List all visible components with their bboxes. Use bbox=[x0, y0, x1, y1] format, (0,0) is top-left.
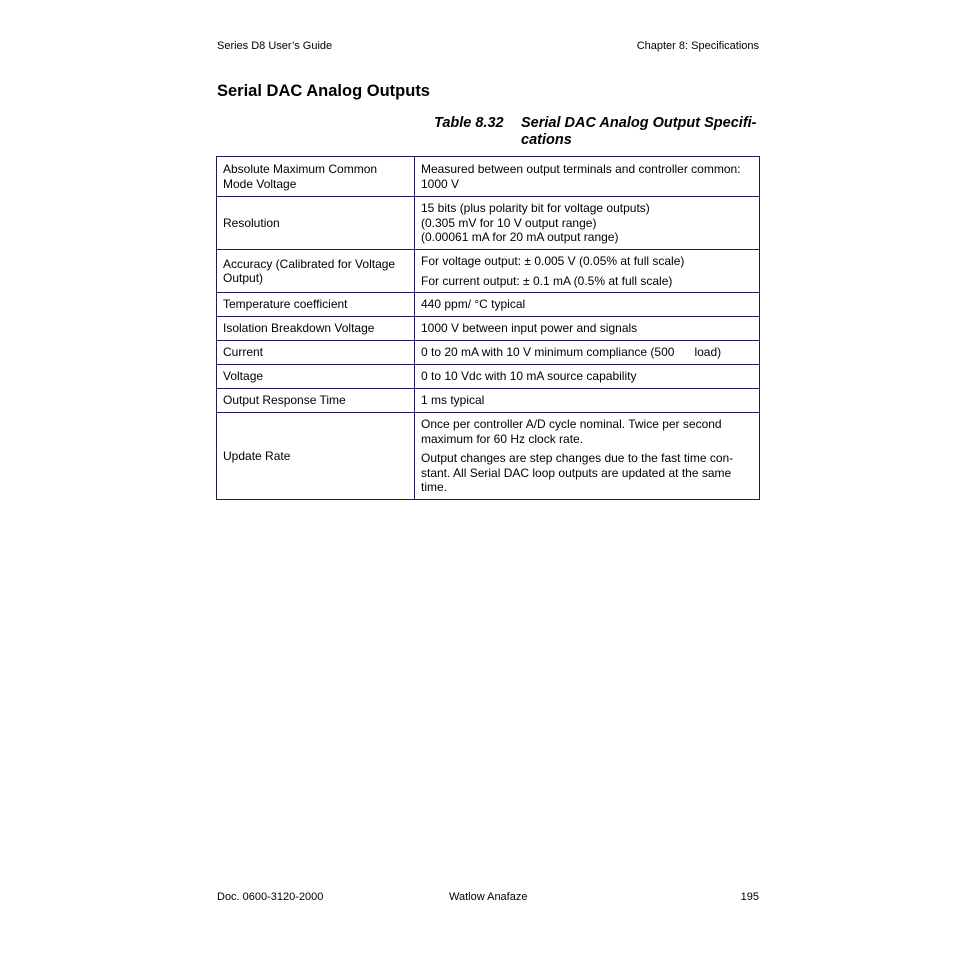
section-title: Serial DAC Analog Outputs bbox=[217, 82, 430, 100]
table-caption-number: Table 8.32 bbox=[434, 115, 504, 131]
footer-company: Watlow Anafaze bbox=[449, 891, 528, 903]
table-caption bbox=[434, 115, 764, 149]
table-row bbox=[217, 197, 760, 250]
spec-label: Temperature coefficient bbox=[217, 293, 415, 317]
spec-value bbox=[415, 250, 760, 293]
spec-value-line: Output changes are step changes due to the fast time con-stant. All Serial DAC loop outputs are updated at the same time. bbox=[421, 451, 734, 494]
table-caption-title: Serial DAC Analog Output Specifi- cations bbox=[521, 115, 757, 148]
spec-value-line: For voltage output: ± 0.005 V (0.05% at full scale) bbox=[421, 254, 685, 268]
spec-label: Update Rate bbox=[217, 413, 415, 500]
table-row bbox=[217, 365, 760, 389]
table-row bbox=[217, 293, 760, 317]
table-row bbox=[217, 341, 760, 365]
spec-value-line: 440 ppm/ °C typical bbox=[421, 297, 526, 312]
table-row bbox=[217, 413, 760, 500]
spec-value-line: 0 to 20 mA with 10 V minimum compliance (500 load) bbox=[421, 345, 722, 360]
spec-label: Accuracy (Calibrated for Voltage Output) bbox=[217, 250, 415, 293]
footer-doc-number: Doc. 0600-3120-2000 bbox=[217, 891, 324, 903]
spec-value-line: 1000 V between input power and signals bbox=[421, 321, 638, 336]
footer-page-number: 195 bbox=[740, 891, 759, 903]
header-chapter: Chapter 8: Specifications bbox=[636, 40, 759, 52]
spec-table bbox=[216, 156, 760, 500]
spec-label: Absolute Maximum Common Mode Voltage bbox=[217, 157, 415, 197]
spec-value bbox=[415, 341, 760, 365]
spec-value bbox=[415, 293, 760, 317]
table-row bbox=[217, 389, 760, 413]
spec-value bbox=[415, 413, 760, 500]
header-guide-title: Series D8 User’s Guide bbox=[217, 40, 333, 52]
table-row bbox=[217, 250, 760, 293]
spec-value-line: 15 bits (plus polarity bit for voltage outputs) (0.305 mV for 10 V output range) (0.00061 mA for 20 mA output range) bbox=[421, 201, 650, 245]
spec-value-line: 0 to 10 Vdc with 10 mA source capability bbox=[421, 369, 637, 384]
spec-value-line: 1 ms typical bbox=[421, 393, 485, 408]
spec-label: Voltage bbox=[217, 365, 415, 389]
spec-value bbox=[415, 317, 760, 341]
spec-value bbox=[415, 365, 760, 389]
spec-value bbox=[415, 157, 760, 197]
table-row bbox=[217, 157, 760, 197]
spec-value-line: Measured between output terminals and controller common: 1000 V bbox=[421, 162, 741, 191]
spec-label: Resolution bbox=[217, 197, 415, 250]
spec-value bbox=[415, 389, 760, 413]
spec-table-body bbox=[217, 157, 760, 500]
spec-value-line: For current output: ± 0.1 mA (0.5% at full scale) bbox=[421, 273, 673, 288]
spec-value-line: Once per controller A/D cycle nominal. Twice per second maximum for 60 Hz clock rate. bbox=[421, 417, 722, 446]
table-row bbox=[217, 317, 760, 341]
spec-label: Output Response Time bbox=[217, 389, 415, 413]
spec-label: Current bbox=[217, 341, 415, 365]
spec-value bbox=[415, 197, 760, 250]
spec-label: Isolation Breakdown Voltage bbox=[217, 317, 415, 341]
